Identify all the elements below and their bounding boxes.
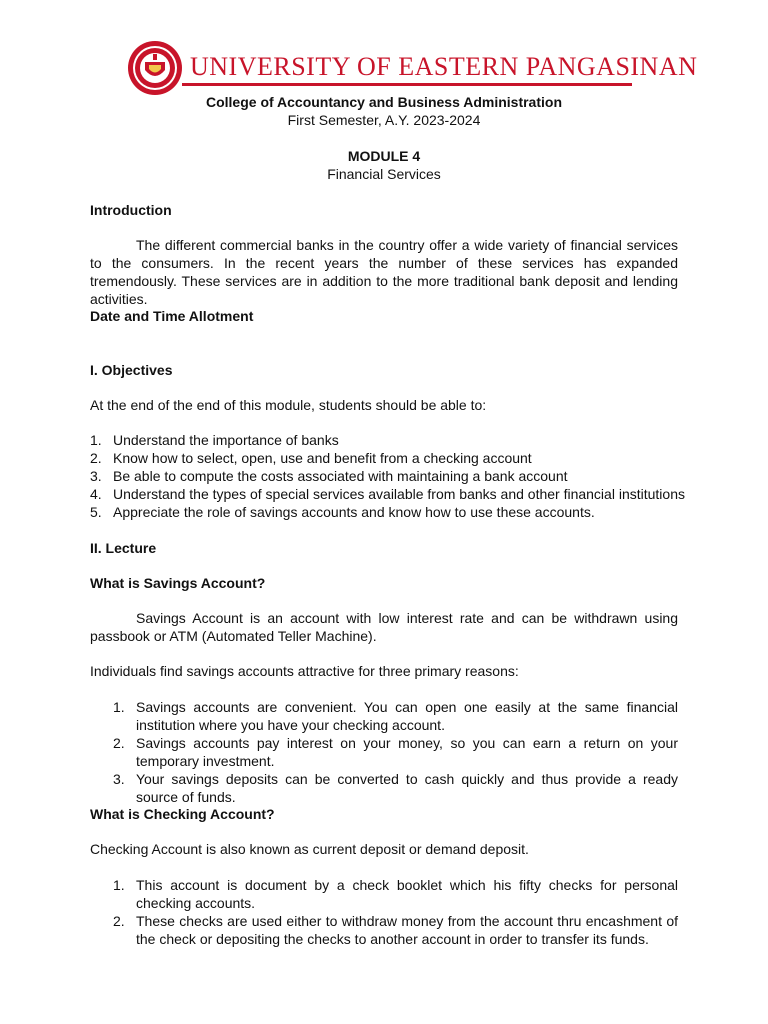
list-number: 2.: [113, 913, 125, 929]
banner-underline: [182, 83, 632, 86]
university-name: UNIVERSITY OF EASTERN PANGASINAN: [190, 52, 698, 81]
introduction-heading: Introduction: [90, 202, 172, 218]
objectives-list: [90, 431, 690, 521]
list-item: [113, 912, 678, 948]
list-number: 3.: [113, 771, 125, 787]
list-text: Know how to select, open, use and benefit from a checking account: [113, 450, 532, 466]
list-item: [90, 485, 690, 503]
list-item: [90, 431, 690, 449]
list-number: 5.: [90, 504, 102, 520]
college-name: College of Accountancy and Business Administration: [205, 94, 562, 110]
list-item: [113, 698, 678, 734]
list-text: Your savings deposits can be converted to cash quickly and thus provide a ready source of funds.: [136, 771, 678, 805]
list-item: [113, 734, 678, 770]
list-item: [90, 503, 690, 521]
list-number: 4.: [90, 486, 102, 502]
allotment-heading: Date and Time Allotment: [90, 308, 254, 324]
list-number: 2.: [113, 735, 125, 751]
module-title: Financial Services: [327, 166, 441, 182]
list-number: 1.: [113, 877, 125, 893]
checking-definition: Checking Account is also known as current deposit or demand deposit.: [90, 841, 529, 857]
list-text: Understand the types of special services available from banks and other financial institutions: [113, 486, 685, 502]
list-text: Savings accounts are convenient. You can open one easily at the same financial institution where you have your checking account.: [136, 699, 678, 733]
savings-reasons-intro: Individuals find savings accounts attractive for three primary reasons:: [90, 663, 519, 679]
savings-definition: Savings Account is an account with low interest rate and can be withdrawn using passbook or ATM (Automated Teller Machine).: [90, 610, 678, 644]
list-text: Be able to compute the costs associated with maintaining a bank account: [113, 468, 568, 484]
list-text: Savings accounts pay interest on your money, so you can earn a return on your temporary investment.: [136, 735, 678, 769]
list-item: [113, 876, 678, 912]
list-number: 1.: [90, 432, 102, 448]
list-item: [113, 770, 678, 806]
checking-list: [113, 876, 678, 948]
list-item: [90, 449, 690, 467]
introduction-paragraph: The different commercial banks in the country offer a wide variety of financial services to the consumers. In the recent years the number of these services has expanded tremendously. These services are in addition to the more traditional bank deposit and lending activities.: [90, 237, 678, 307]
list-number: 1.: [113, 699, 125, 715]
list-number: 2.: [90, 450, 102, 466]
list-text: This account is document by a check booklet which his fifty checks for personal checking accounts.: [136, 877, 678, 911]
list-item: [90, 467, 690, 485]
list-text: Understand the importance of banks: [113, 432, 339, 448]
list-text: Appreciate the role of savings accounts and know how to use these accounts.: [113, 504, 595, 520]
university-seal-icon: [127, 40, 183, 96]
lecture-heading: II. Lecture: [90, 540, 157, 556]
semester-line: First Semester, A.Y. 2023-2024: [287, 112, 481, 128]
savings-heading: What is Savings Account?: [90, 575, 266, 591]
checking-heading: What is Checking Account?: [90, 806, 275, 822]
savings-reasons-list: [113, 698, 678, 806]
university-banner: [0, 36, 768, 100]
objectives-heading: I. Objectives: [90, 362, 173, 378]
list-number: 3.: [90, 468, 102, 484]
list-text: These checks are used either to withdraw money from the account thru encashment of the check or depositing the checks to another account in order to transfer its funds.: [136, 913, 678, 947]
objectives-intro: At the end of the end of this module, students should be able to:: [90, 397, 487, 413]
module-number: MODULE 4: [347, 148, 421, 164]
